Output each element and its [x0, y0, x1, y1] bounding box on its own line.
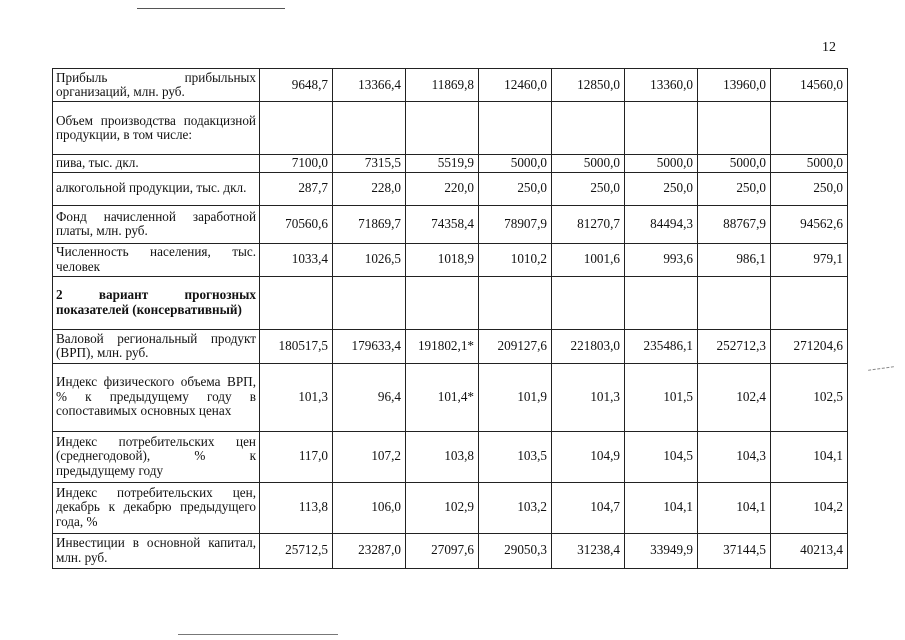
table-cell: 191802,1*	[406, 329, 479, 363]
table-cell: 23287,0	[333, 533, 406, 568]
table-cell: 81270,7	[552, 205, 625, 243]
table-cell: 88767,9	[698, 205, 771, 243]
row-label: Индекс физического объема ВРП, % к предыдущему году в сопоставимых основных ценах	[53, 363, 260, 431]
table-cell: 221803,0	[552, 329, 625, 363]
table-row	[53, 329, 848, 363]
table-cell: 104,7	[552, 482, 625, 533]
table-cell: 101,3	[260, 363, 333, 431]
table-row	[53, 243, 848, 276]
table-cell: 271204,6	[771, 329, 848, 363]
table-cell: 78907,9	[479, 205, 552, 243]
row-label: пива, тыс. дкл.	[53, 155, 260, 173]
table-cell: 27097,6	[406, 533, 479, 568]
table-cell: 250,0	[479, 172, 552, 205]
table-cell: 102,4	[698, 363, 771, 431]
table-cell: 287,7	[260, 172, 333, 205]
section-heading: 2 вариант прогнозных показателей (консервативный)	[53, 276, 260, 329]
top-rule	[137, 8, 285, 9]
table-cell: 103,5	[479, 431, 552, 482]
table-cell: 228,0	[333, 172, 406, 205]
table-cell: 7100,0	[260, 155, 333, 173]
table-cell	[333, 276, 406, 329]
table-cell: 94562,6	[771, 205, 848, 243]
table-cell	[260, 276, 333, 329]
table-cell: 180517,5	[260, 329, 333, 363]
table-row	[53, 172, 848, 205]
row-label: Валовой региональный продукт (ВРП), млн. руб.	[53, 329, 260, 363]
table-cell: 33949,9	[625, 533, 698, 568]
table-cell: 104,5	[625, 431, 698, 482]
table-cell: 5000,0	[625, 155, 698, 173]
table-cell: 13360,0	[625, 69, 698, 102]
table-cell: 1033,4	[260, 243, 333, 276]
table-cell: 250,0	[771, 172, 848, 205]
table-cell: 7315,5	[333, 155, 406, 173]
row-label: Индекс потребительских цен, декабрь к декабрю предыдущего года, %	[53, 482, 260, 533]
table-cell	[698, 276, 771, 329]
margin-mark	[868, 366, 894, 371]
page-number: 12	[822, 40, 836, 55]
table-cell: 1010,2	[479, 243, 552, 276]
table-cell: 103,2	[479, 482, 552, 533]
table-cell: 220,0	[406, 172, 479, 205]
row-label: Инвестиции в основной капитал, млн. руб.	[53, 533, 260, 568]
table-cell: 250,0	[625, 172, 698, 205]
table-cell: 31238,4	[552, 533, 625, 568]
row-label: Объем производства подакцизной продукции, в том числе:	[53, 102, 260, 155]
table-cell: 107,2	[333, 431, 406, 482]
table-cell: 979,1	[771, 243, 848, 276]
table-cell: 104,1	[771, 431, 848, 482]
table-cell: 13366,4	[333, 69, 406, 102]
table-cell	[625, 102, 698, 155]
table-cell: 104,9	[552, 431, 625, 482]
table-cell: 5000,0	[552, 155, 625, 173]
table-cell: 29050,3	[479, 533, 552, 568]
table-cell: 252712,3	[698, 329, 771, 363]
table-cell: 96,4	[333, 363, 406, 431]
table-cell: 14560,0	[771, 69, 848, 102]
table-cell: 103,8	[406, 431, 479, 482]
table-cell: 1001,6	[552, 243, 625, 276]
table-cell: 5519,9	[406, 155, 479, 173]
row-label: алкогольной продукции, тыс. дкл.	[53, 172, 260, 205]
table-cell	[406, 276, 479, 329]
table-cell: 12460,0	[479, 69, 552, 102]
table-cell: 106,0	[333, 482, 406, 533]
table-cell: 84494,3	[625, 205, 698, 243]
table-cell: 70560,6	[260, 205, 333, 243]
table-cell	[479, 102, 552, 155]
row-label: Индекс потребительских цен (среднегодовой), % к предыдущему году	[53, 431, 260, 482]
table-cell: 104,1	[625, 482, 698, 533]
table-cell	[333, 102, 406, 155]
table-cell: 104,2	[771, 482, 848, 533]
indicators-table	[52, 68, 848, 569]
table-cell: 102,9	[406, 482, 479, 533]
table-cell	[698, 102, 771, 155]
table-cell: 986,1	[698, 243, 771, 276]
table-cell	[771, 102, 848, 155]
table-cell: 101,4*	[406, 363, 479, 431]
table-cell	[406, 102, 479, 155]
table-cell: 101,3	[552, 363, 625, 431]
table-cell: 102,5	[771, 363, 848, 431]
row-label: Фонд начисленной заработной платы, млн. руб.	[53, 205, 260, 243]
table-cell	[552, 276, 625, 329]
table-cell: 250,0	[698, 172, 771, 205]
table-cell: 209127,6	[479, 329, 552, 363]
table-cell: 5000,0	[698, 155, 771, 173]
table-row	[53, 363, 848, 431]
table-cell: 11869,8	[406, 69, 479, 102]
table-row	[53, 155, 848, 173]
table-cell	[260, 102, 333, 155]
table-cell: 37144,5	[698, 533, 771, 568]
table-row	[53, 276, 848, 329]
table-row	[53, 205, 848, 243]
table-cell: 12850,0	[552, 69, 625, 102]
table-row	[53, 482, 848, 533]
table-cell: 235486,1	[625, 329, 698, 363]
table-row	[53, 102, 848, 155]
table-cell: 74358,4	[406, 205, 479, 243]
table-cell: 5000,0	[771, 155, 848, 173]
table-cell: 9648,7	[260, 69, 333, 102]
table-cell: 993,6	[625, 243, 698, 276]
row-label: Численность населения, тыс. человек	[53, 243, 260, 276]
table-row	[53, 69, 848, 102]
table-cell: 5000,0	[479, 155, 552, 173]
table-cell	[479, 276, 552, 329]
table-cell	[771, 276, 848, 329]
table-cell: 1018,9	[406, 243, 479, 276]
table-cell: 1026,5	[333, 243, 406, 276]
table-row	[53, 431, 848, 482]
table-cell: 113,8	[260, 482, 333, 533]
row-label: Прибыль прибыльных организаций, млн. руб.	[53, 69, 260, 102]
table-cell	[552, 102, 625, 155]
table-cell: 104,1	[698, 482, 771, 533]
table-cell: 104,3	[698, 431, 771, 482]
bottom-rule	[178, 634, 338, 635]
table-cell: 40213,4	[771, 533, 848, 568]
table-cell: 13960,0	[698, 69, 771, 102]
table-cell: 101,5	[625, 363, 698, 431]
table-row	[53, 533, 848, 568]
table-cell	[625, 276, 698, 329]
table-cell: 101,9	[479, 363, 552, 431]
table-cell: 117,0	[260, 431, 333, 482]
table-cell: 179633,4	[333, 329, 406, 363]
table-cell: 71869,7	[333, 205, 406, 243]
table-cell: 25712,5	[260, 533, 333, 568]
table-cell: 250,0	[552, 172, 625, 205]
